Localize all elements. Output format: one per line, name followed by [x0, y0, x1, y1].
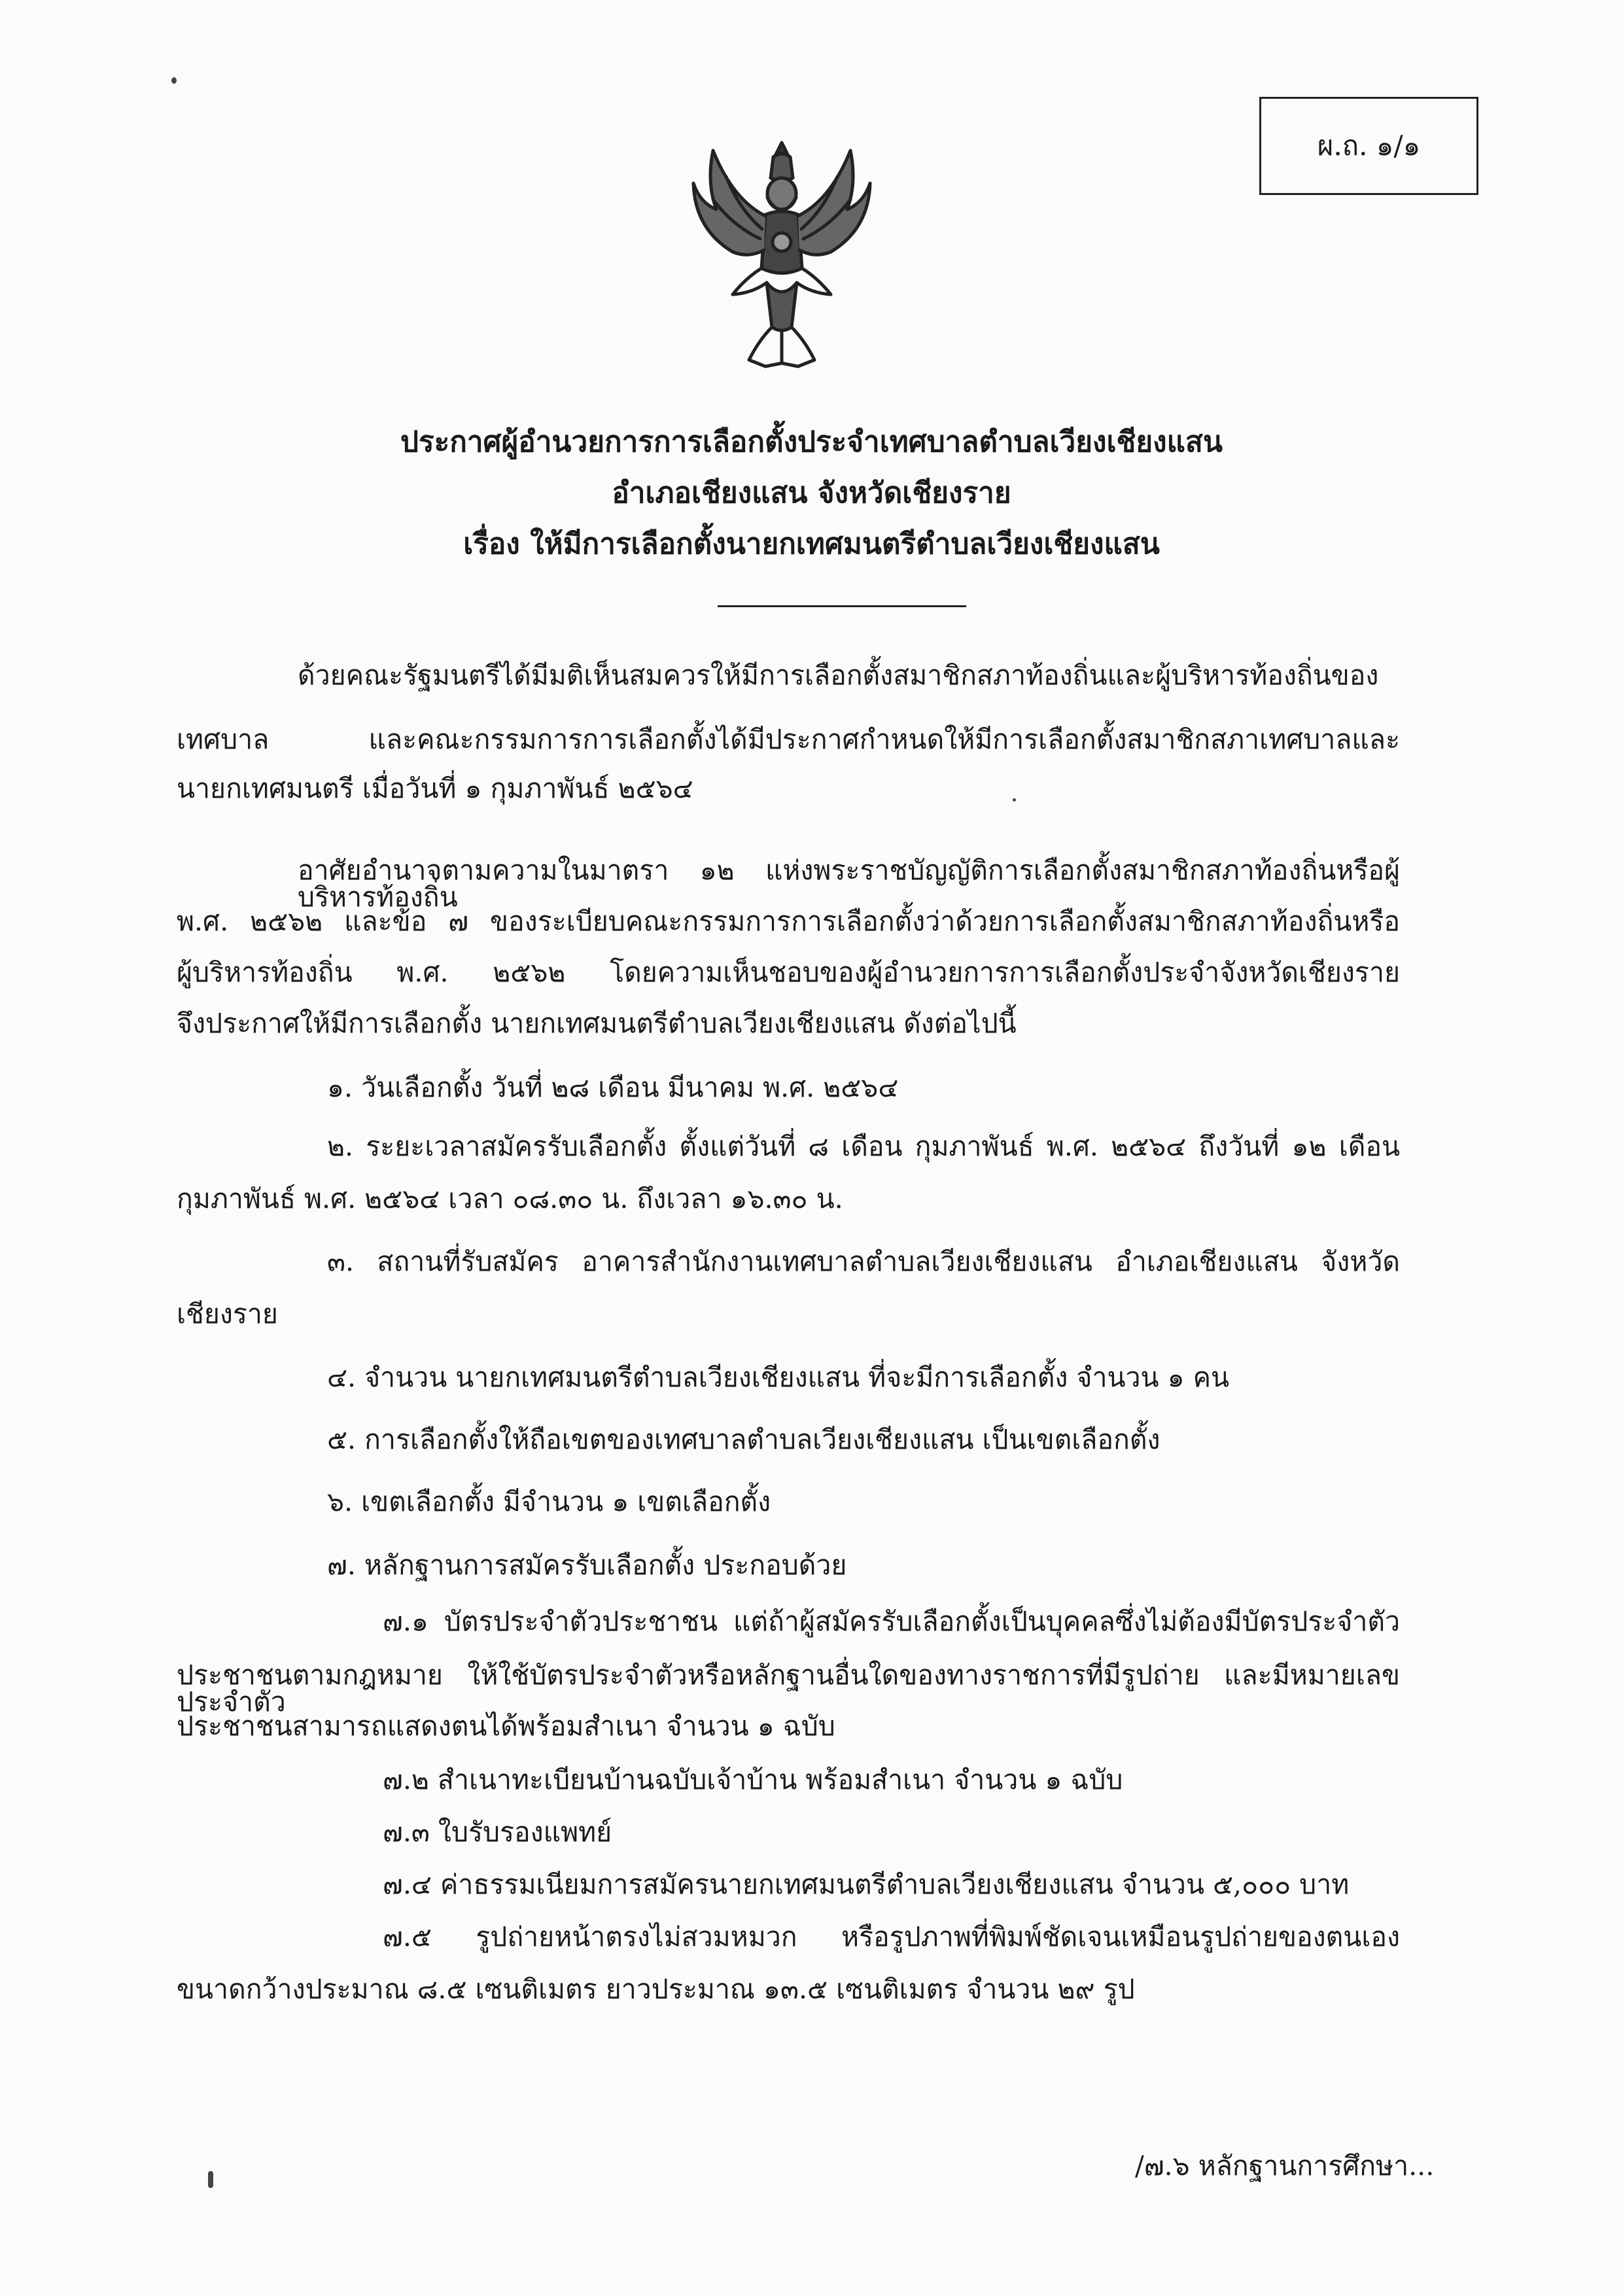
scan-speck — [1013, 798, 1016, 802]
title-divider — [718, 605, 966, 607]
item-2-line-1: ๒. ระยะเวลาสมัครรับเลือกตั้ง ตั้งแต่วันที่ ๘ เดือน กุมภาพันธ์ พ.ศ. ๒๕๖๔ ถึงวันที่ ๑๒ เดือน — [327, 1131, 1400, 1162]
item-4: ๔. จำนวน นายกเทศมนตรีตำบลเวียงเชียงแสน ที่จะมีการเลือกตั้ง จำนวน ๑ คน — [327, 1362, 1230, 1393]
subitem-7-5-line-1: ๗.๕ รูปถ่ายหน้าตรงไม่สวมหมวก หรือรูปภาพที่พิมพ์ชัดเจนเหมือนรูปถ่ายของตนเอง — [383, 1921, 1400, 1952]
subitem-7-5-line-2: ขนาดกว้างประมาณ ๘.๕ เซนติเมตร ยาวประมาณ ๑๓.๕ เซนติเมตร จำนวน ๒๙ รูป — [177, 1973, 1135, 2005]
para1-line-2: เทศบาล และคณะกรรมการการเลือกตั้งได้มีประกาศกำหนดให้มีการเลือกตั้งสมาชิกสภาเทศบาลและ — [177, 724, 1400, 755]
scan-speck — [208, 2171, 213, 2188]
continuation-note: /๗.๖ หลักฐานการศึกษา... — [1135, 2150, 1435, 2181]
subitem-7-4: ๗.๔ ค่าธรรมเนียมการสมัครนายกเทศมนตรีตำบลเวียงเชียงแสน จำนวน ๕,๐๐๐ บาท — [383, 1869, 1350, 1900]
para2-line-2: พ.ศ. ๒๕๖๒ และข้อ ๗ ของระเบียบคณะกรรมการการเลือกตั้งว่าด้วยการเลือกตั้งสมาชิกสภาท้องถิ่นหรือ — [177, 906, 1400, 937]
para1-line-1: ด้วยคณะรัฐมนตรีได้มีมติเห็นสมควรให้มีการเลือกตั้งสมาชิกสภาท้องถิ่นและผู้บริหารท้องถิ่นของ — [298, 660, 1379, 691]
item-3-line-1: ๓. สถานที่รับสมัคร อาคารสำนักงานเทศบาลตำบลเวียงเชียงแสน อำเภอเชียงแสน จังหวัด — [327, 1246, 1400, 1277]
scan-speck — [171, 77, 177, 84]
garuda-emblem-icon — [687, 137, 877, 373]
form-code-box — [1259, 97, 1478, 195]
item-6: ๖. เขตเลือกตั้ง มีจำนวน ๑ เขตเลือกตั้ง — [327, 1486, 771, 1517]
form-code-text: ผ.ถ. ๑/๑ — [1317, 130, 1421, 162]
item-3-line-2: เชียงราย — [177, 1298, 278, 1330]
item-1: ๑. วันเลือกตั้ง วันที่ ๒๘ เดือน มีนาคม พ.ศ. ๒๕๖๔ — [327, 1072, 899, 1103]
subitem-7-1-line-1: ๗.๑ บัตรประจำตัวประชาชน แต่ถ้าผู้สมัครรับเลือกตั้งเป็นบุคคลซึ่งไม่ต้องมีบัตรประจำตัว — [383, 1606, 1400, 1637]
subitem-7-1-line-2: ประชาชนตามกฎหมาย ให้ใช้บัตรประจำตัวหรือหลักฐานอื่นใดของทางราชการที่มีรูปถ่าย และมีหมายเลขประจำตัว — [177, 1659, 1400, 1718]
announcement-title-line-2: อำเภอเชียงแสน จังหวัดเชียงราย — [612, 476, 1011, 510]
para2-line-1: อาศัยอำนาจตามความในมาตรา ๑๒ แห่งพระราชบัญญัติการเลือกตั้งสมาชิกสภาท้องถิ่นหรือผู้บริหารท้องถิ่น — [298, 855, 1400, 913]
subitem-7-3: ๗.๓ ใบรับรองแพทย์ — [383, 1816, 612, 1848]
item-2-line-2: กุมภาพันธ์ พ.ศ. ๒๕๖๔ เวลา ๐๘.๓๐ น. ถึงเวลา ๑๖.๓๐ น. — [177, 1183, 843, 1214]
subitem-7-2: ๗.๒ สำเนาทะเบียนบ้านฉบับเจ้าบ้าน พร้อมสำเนา จำนวน ๑ ฉบับ — [383, 1764, 1123, 1795]
para1-line-3: นายกเทศมนตรี เมื่อวันที่ ๑ กุมภาพันธ์ ๒๕๖๔ — [177, 773, 693, 804]
subitem-7-1-line-3: ประชาชนสามารถแสดงตนได้พร้อมสำเนา จำนวน ๑ ฉบับ — [177, 1710, 835, 1742]
item-5: ๕. การเลือกตั้งให้ถือเขตของเทศบาลตำบลเวียงเชียงแสน เป็นเขตเลือกตั้ง — [327, 1424, 1161, 1455]
item-7: ๗. หลักฐานการสมัครรับเลือกตั้ง ประกอบด้วย — [327, 1549, 847, 1581]
announcement-subject-line: เรื่อง ให้มีการเลือกตั้งนายกเทศมนตรีตำบลเวียงเชียงแสน — [463, 527, 1160, 561]
para2-line-4: จึงประกาศให้มีการเลือกตั้ง นายกเทศมนตรีตำบลเวียงเชียงแสน ดังต่อไปนี้ — [177, 1008, 1017, 1039]
announcement-title-line-1: ประกาศผู้อำนวยการการเลือกตั้งประจำเทศบาลตำบลเวียงเชียงแสน — [400, 425, 1223, 459]
para2-line-3: ผู้บริหารท้องถิ่น พ.ศ. ๒๕๖๒ โดยความเห็นชอบของผู้อำนวยการการเลือกตั้งประจำจังหวัดเชียงราย — [177, 957, 1400, 988]
